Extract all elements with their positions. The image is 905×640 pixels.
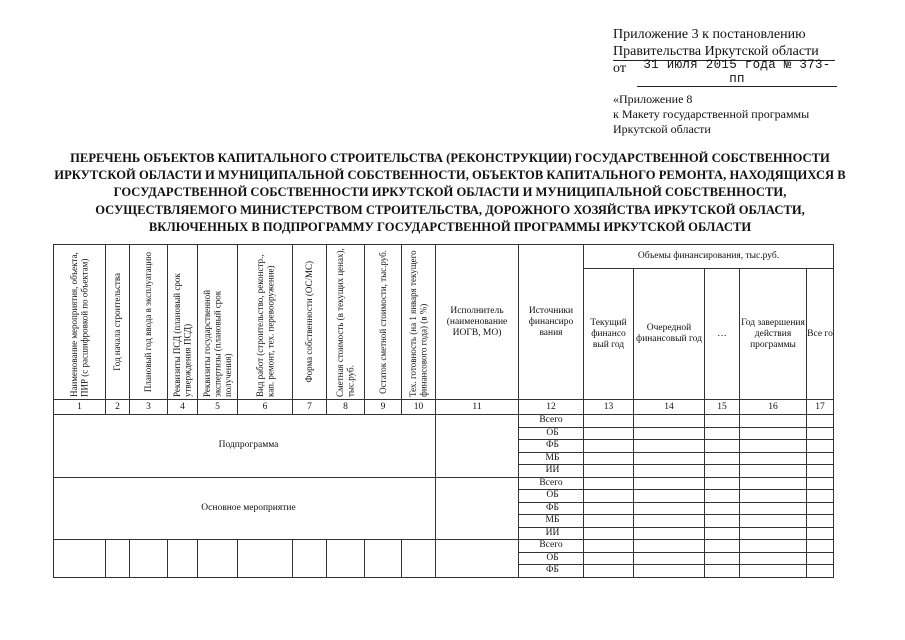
col-header-next-year: Очередной финансовый год <box>634 269 705 400</box>
col-number: 16 <box>740 400 807 415</box>
source-ii: ИИ <box>519 465 584 478</box>
col-number: 4 <box>168 400 198 415</box>
col-number: 15 <box>705 400 740 415</box>
col-number: 10 <box>402 400 436 415</box>
section-label-main-activity: Основное мероприятие <box>54 477 436 540</box>
executor-cell <box>436 540 519 578</box>
col-header-start-year: Год начала строительства <box>106 245 130 400</box>
source-ob: ОБ <box>519 427 584 440</box>
executor-cell <box>436 477 519 540</box>
value-cell <box>705 415 740 428</box>
source-fb: ФБ <box>519 565 584 578</box>
col-number: 8 <box>327 400 365 415</box>
source-total: Всего <box>519 477 584 490</box>
col-header-total: Все го <box>807 269 834 400</box>
value-cell <box>807 415 834 428</box>
col-number: 7 <box>293 400 327 415</box>
col-header-sources: Источники финансиро вания <box>519 245 584 400</box>
document-title: ПЕРЕЧЕНЬ ОБЪЕКТОВ КАПИТАЛЬНОГО СТРОИТЕЛЬСТВА (РЕКОНСТРУКЦИИ) ГОСУДАРСТВЕННОЙ СОБСТВЕННОСТИ ИРКУТСКОЙ ОБЛАСТИ И МУНИЦИПАЛЬНОЙ СОБСТВЕННОСТИ, ОБЪЕКТОВ КАПИТАЛЬНОГО РЕМОНТА, НАХОДЯЩИХСЯ В ГОСУДАРСТВЕННОЙ СОБСТВЕННОСТИ ИРКУТСКОЙ ОБЛАСТИ И МУНИЦИПАЛЬНОЙ СОБСТВЕННОСТИ, ОСУЩЕСТВЛЯЕМОГО МИНИСТЕРСТВОМ СТРОИТЕЛЬСТВА, ДОРОЖНОГО ХОЗЯЙСТВА ИРКУТСКОЙ ОБЛАСТИ, ВКЛЮЧЕННЫХ В ПОДПРОГРАММУ ГОСУДАРСТВЕННОЙ ПРОГРАММЫ ИРКУТСКОЙ ОБЛАСТИ <box>54 151 846 234</box>
col-header-current-year: Текущий финансо вый год <box>584 269 634 400</box>
col-header-remaining-cost: Остаток сметной стоимости, тыс.руб. <box>365 245 402 400</box>
source-mb: МБ <box>519 515 584 528</box>
value-cell <box>634 415 705 428</box>
capital-construction-table <box>53 244 834 578</box>
source-ob: ОБ <box>519 552 584 565</box>
col-number: 17 <box>807 400 834 415</box>
appendix-ref-line-1: «Приложение 8 <box>613 92 693 106</box>
col-header-end-year: Год завершения действия программы <box>740 269 807 400</box>
source-fb: ФБ <box>519 502 584 515</box>
col-number: 6 <box>238 400 293 415</box>
col-number: 1 <box>54 400 106 415</box>
section-label-subprogram: Подпрограмма <box>54 415 436 478</box>
col-header-funding-group: Объемы финансирования, тыс.руб. <box>584 245 834 269</box>
appendix-ref-line-3: Иркутской области <box>613 122 711 136</box>
col-number: 9 <box>365 400 402 415</box>
value-cell <box>584 415 634 428</box>
object-cell <box>54 540 106 578</box>
source-total: Всего <box>519 415 584 428</box>
col-header-commission-year: Плановый год ввода в эксплуатацию <box>130 245 168 400</box>
col-number: 11 <box>436 400 519 415</box>
col-header-expertise: Реквизиты государственной экспертизы (плановый срок получения) <box>198 245 238 400</box>
col-header-name: Наименование мероприятия, объекта, ПИР (с расшифровкой по объектам) <box>54 245 106 400</box>
appendix-ref-line-2: к Макету государственной программы <box>613 107 810 121</box>
source-ob: ОБ <box>519 490 584 503</box>
col-header-executor: Исполнитель (наименование ИОГВ, МО) <box>436 245 519 400</box>
source-mb: МБ <box>519 452 584 465</box>
source-ii: ИИ <box>519 527 584 540</box>
col-header-ellipsis: … <box>705 269 740 400</box>
col-number: 2 <box>106 400 130 415</box>
col-header-readiness: Тех. готовность (на 1 января текущего финансового года) (в %) <box>402 245 436 400</box>
executor-cell <box>436 415 519 478</box>
col-number: 14 <box>634 400 705 415</box>
source-fb: ФБ <box>519 440 584 453</box>
col-header-estimated-cost: Сметная стоимость (в текущих ценах), тыс.руб. <box>327 245 365 400</box>
value-cell <box>740 415 807 428</box>
col-number: 5 <box>198 400 238 415</box>
appendix-line-2: Правительства Иркутской области <box>613 44 835 61</box>
source-total: Всего <box>519 540 584 553</box>
col-header-ownership: Форма собственности (ОС/МС) <box>293 245 327 400</box>
col-number: 12 <box>519 400 584 415</box>
col-header-work-type: Вид работ (строительство, реконстр., кап. ремонт, тех. перевооружение) <box>238 245 293 400</box>
col-number: 3 <box>130 400 168 415</box>
col-header-psd: Реквизиты ПСД (плановый срок утверждения ПСД) <box>168 245 198 400</box>
appendix-date-value: 31 июля 2015 года № 373-пп <box>637 58 837 87</box>
col-number: 13 <box>584 400 634 415</box>
appendix-date-prefix: от <box>613 61 626 76</box>
appendix-line-1: Приложение 3 к постановлению <box>613 27 806 42</box>
